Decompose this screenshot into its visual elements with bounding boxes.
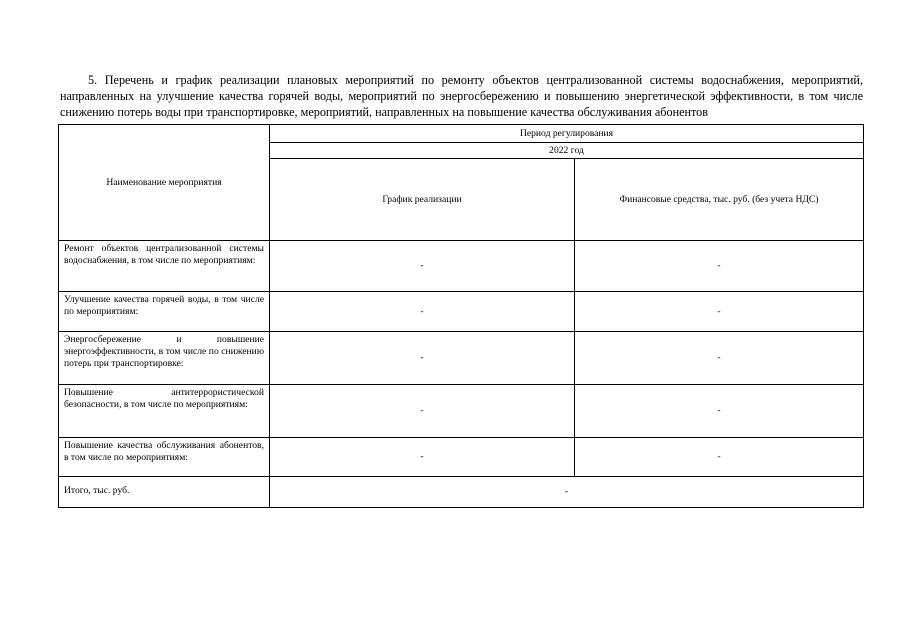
header-row-period bbox=[59, 125, 864, 143]
activity-name-cell: Улучшение качества горячей воды, в том числе по мероприятиям: bbox=[59, 292, 270, 332]
column-header-schedule: График реализации bbox=[270, 159, 575, 241]
table-row bbox=[59, 292, 864, 332]
year-header: 2022 год bbox=[270, 143, 864, 159]
schedule-cell: - bbox=[270, 438, 575, 477]
schedule-cell: - bbox=[270, 292, 575, 332]
activity-name-cell: Ремонт объектов централизованной системы водоснабжения, в том числе по мероприятиям: bbox=[59, 241, 270, 292]
finance-cell: - bbox=[575, 438, 864, 477]
schedule-cell: - bbox=[270, 241, 575, 292]
activity-name-cell: Повышение качества обслуживания абонентов, в том числе по мероприятиям: bbox=[59, 438, 270, 477]
column-header-activity-name: Наименование мероприятия bbox=[59, 125, 270, 241]
finance-cell: - bbox=[575, 292, 864, 332]
schedule-cell: - bbox=[270, 385, 575, 438]
table-row bbox=[59, 385, 864, 438]
activities-table bbox=[58, 124, 864, 508]
finance-cell: - bbox=[575, 241, 864, 292]
schedule-cell: - bbox=[270, 332, 575, 385]
total-row bbox=[59, 477, 864, 508]
section-heading: 5. Перечень и график реализации плановых мероприятий по ремонту объектов централизованной системы водоснабжения, мероприятий, направленных на улучшение качества горячей воды, мероприятий по энергосбережению и повышению энергетической эффективности, в том числе снижению потерь воды при транспортировке, мероприятий, направленных на повышение качества обслуживания абонентов bbox=[60, 73, 863, 120]
table-row bbox=[59, 332, 864, 385]
table-row bbox=[59, 438, 864, 477]
finance-cell: - bbox=[575, 332, 864, 385]
total-value: - bbox=[270, 477, 864, 508]
period-header: Период регулирования bbox=[270, 125, 864, 143]
finance-cell: - bbox=[575, 385, 864, 438]
table-row bbox=[59, 241, 864, 292]
activity-name-cell: Энергосбережение и повышение энергоэффективности, в том числе по снижению потерь при транспортировке: bbox=[59, 332, 270, 385]
activity-name-cell: Повышение антитеррористической безопасности, в том числе по мероприятиям: bbox=[59, 385, 270, 438]
column-header-finance: Финансовые средства, тыс. руб. (без учета НДС) bbox=[575, 159, 864, 241]
total-label: Итого, тыс. руб. bbox=[59, 477, 270, 508]
